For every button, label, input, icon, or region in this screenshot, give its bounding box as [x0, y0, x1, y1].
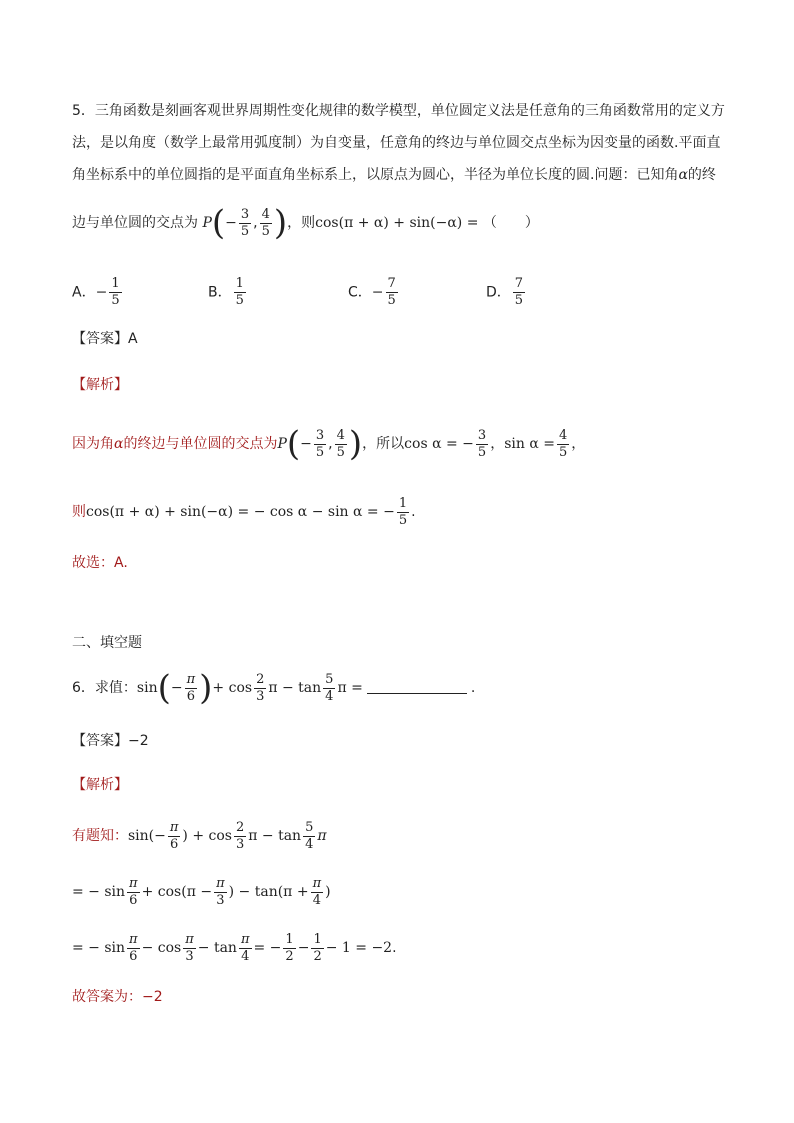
q6-answer: 【答案】−2 — [72, 733, 149, 749]
q5-line-2: 法，是以角度（数学上最常用弧度制）为自变量，任意角的终边与单位圆交点坐标为因变量的函数.平面直 — [72, 135, 721, 151]
option-d: D． $\frac{7}{5}$ — [486, 276, 524, 308]
answer-blank: （ ） — [482, 215, 539, 231]
answer-blank-line — [367, 679, 467, 694]
q5-choice: 故选：A. — [72, 555, 128, 571]
option-c: C．− $\frac{7}{5}$ — [348, 276, 396, 308]
section-title: 二、填空题 — [72, 635, 142, 651]
option-a: A．− $\frac{1}{5}$ — [72, 276, 120, 308]
q5-line-1: 5．三角函数是刻画客观世界周期性变化规律的数学模型，单位圆定义法是任意角的三角函数常用的定义方 — [72, 103, 725, 119]
q6-solution-1: 有题知：sin(− $\frac{\pi}{6}$ ) + cos $\frac{2}{3}$ π − tan $\frac{5}{4}$ π — [72, 819, 327, 852]
q6-final: 故答案为：−2 — [72, 989, 163, 1005]
q6-question: 6．求值：sin(− $\frac{\pi}{6}$ )+ cos $\frac{2}{3}$ π − tan $\frac{5}{4}$ π = . — [72, 668, 476, 708]
q6-solution-2: = − sin $\frac{\pi}{6}$ + cos(π − $\frac{\pi}{3}$ ) − tan(π + $\frac{\pi}{4}$ ) — [72, 875, 331, 908]
q5-expression: cos(π + α) + sin(−α) = — [315, 215, 479, 231]
q6-solution-3: = − sin $\frac{\pi}{6}$ − cos $\frac{\pi}{3}$ − tan $\frac{\pi}{4}$ = − $\frac{1}{2}$ − $\frac{1}{2}$ − 1 = −2. — [72, 931, 397, 964]
q5-analysis-title: 【解析】 — [72, 377, 128, 393]
q5-solution-2: 则cos(π + α) + sin(−α) = − cos α − sin α = − $\frac{1}{5}$ . — [72, 495, 416, 528]
q6-analysis-title: 【解析】 — [72, 777, 128, 793]
option-b: B． $\frac{1}{5}$ — [208, 276, 244, 308]
q5-answer: 【答案】A — [72, 331, 138, 347]
q5-line-4: 边与单位圆的交点为 P(− $\frac{3}{5}$ , $\frac{4}{5}$ )，则cos(π + α) + sin(−α) = （ ） — [72, 203, 539, 243]
q5-line-3: 角坐标系中的单位圆指的是平面直角坐标系上，以原点为圆心，半径为单位长度的圆.问题：已知角α的终 — [72, 167, 716, 183]
fraction: $\frac{3}{5}$ — [240, 206, 250, 239]
fraction: $\frac{4}{5}$ — [261, 206, 270, 239]
alpha-symbol: α — [678, 167, 688, 183]
q5-solution-1: 因为角α的终边与单位圆的交点为P(− $\frac{3}{5}$ , $\frac{4}{5}$ )，所以cos α = − $\frac{3}{5}$ ，sin α = $\frac{4}{5}$ ， — [72, 424, 586, 464]
